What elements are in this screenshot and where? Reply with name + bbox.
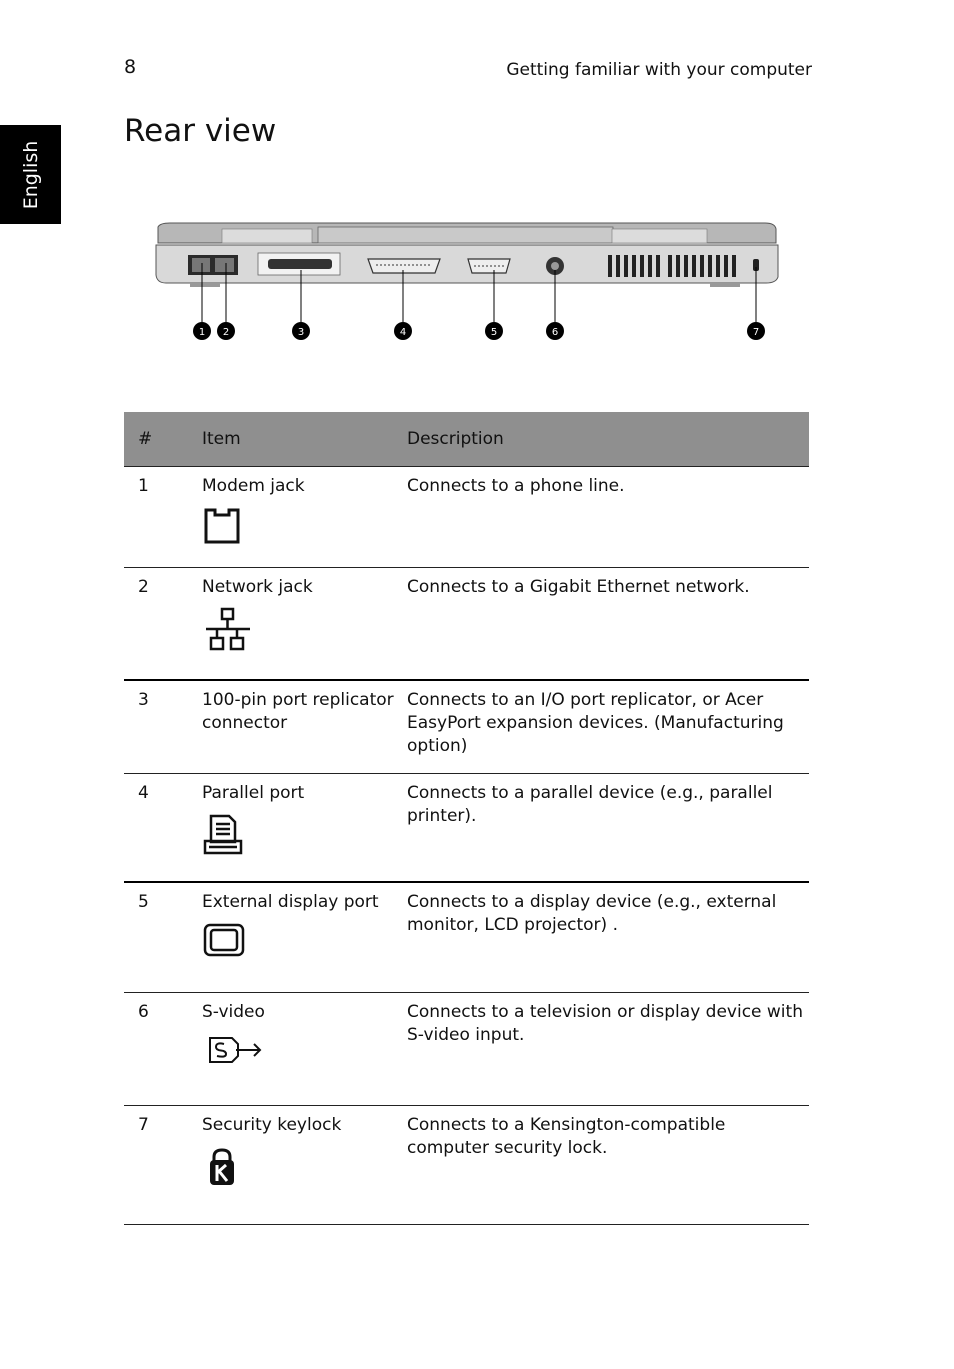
header-item: Item: [202, 428, 241, 449]
row-description: Connects to a display device (e.g., external monitor, LCD projector) .: [407, 892, 777, 935]
row-number: 1: [138, 475, 149, 496]
laptop-rear-illustration: [150, 215, 790, 350]
kensington-lock-icon: [202, 1145, 407, 1189]
row-number: 6: [138, 1001, 149, 1022]
language-tab: [0, 125, 61, 224]
callout-label-1: 1: [198, 327, 206, 338]
callout-label-7: 7: [752, 327, 760, 338]
row-number: 4: [138, 782, 149, 803]
network-icon: [202, 607, 407, 655]
row-description: Connects to a phone line.: [407, 475, 625, 496]
table-header-row: [124, 412, 809, 466]
page-number: 8: [124, 56, 137, 78]
row-item: Modem jack: [202, 475, 305, 496]
row-item: Parallel port: [202, 782, 305, 803]
row-description: Connects to a Kensington-compatible computer security lock.: [407, 1114, 726, 1158]
rear-view-table: [124, 412, 809, 1225]
callout-label-4: 4: [399, 327, 407, 338]
row-description: Connects to a Gigabit Ethernet network.: [407, 576, 750, 597]
table-row: [124, 773, 809, 882]
row-description: Connects to a parallel device (e.g., parallel printer).: [407, 782, 773, 826]
row-number: 7: [138, 1114, 149, 1135]
row-number: 5: [138, 892, 149, 912]
row-item: S-video: [202, 1001, 265, 1022]
table-row: [124, 466, 809, 567]
row-item: Security keylock: [202, 1114, 342, 1135]
monitor-icon: [202, 922, 407, 958]
header-number: #: [138, 428, 153, 449]
row-description: Connects to an I/O port replicator, or Acer EasyPort expansion devices. (Manufacturing option): [407, 690, 784, 756]
row-item: 100-pin port replicator connector: [202, 690, 394, 733]
table-row: [124, 992, 809, 1105]
table-row: [124, 882, 809, 992]
language-tab-label: English: [19, 140, 42, 209]
callout-label-6: 6: [551, 327, 559, 338]
table-row: [124, 680, 809, 773]
row-item: Network jack: [202, 576, 313, 597]
modem-icon: [202, 506, 407, 546]
page-title: Rear view: [124, 113, 277, 149]
table-row: [124, 1105, 809, 1224]
s-video-icon: [202, 1032, 407, 1068]
printer-icon: [202, 813, 407, 857]
callout-label-5: 5: [490, 327, 498, 338]
rear-view-figure: [150, 215, 790, 350]
callout-label-2: 2: [222, 327, 230, 338]
table-row: [124, 567, 809, 680]
row-number: 3: [138, 690, 149, 710]
row-item: External display port: [202, 892, 379, 912]
row-number: 2: [138, 576, 149, 597]
running-header: Getting familiar with your computer: [506, 60, 812, 80]
header-description: Description: [407, 428, 504, 449]
row-description: Connects to a television or display device with S-video input.: [407, 1001, 803, 1045]
callout-label-3: 3: [297, 327, 305, 338]
